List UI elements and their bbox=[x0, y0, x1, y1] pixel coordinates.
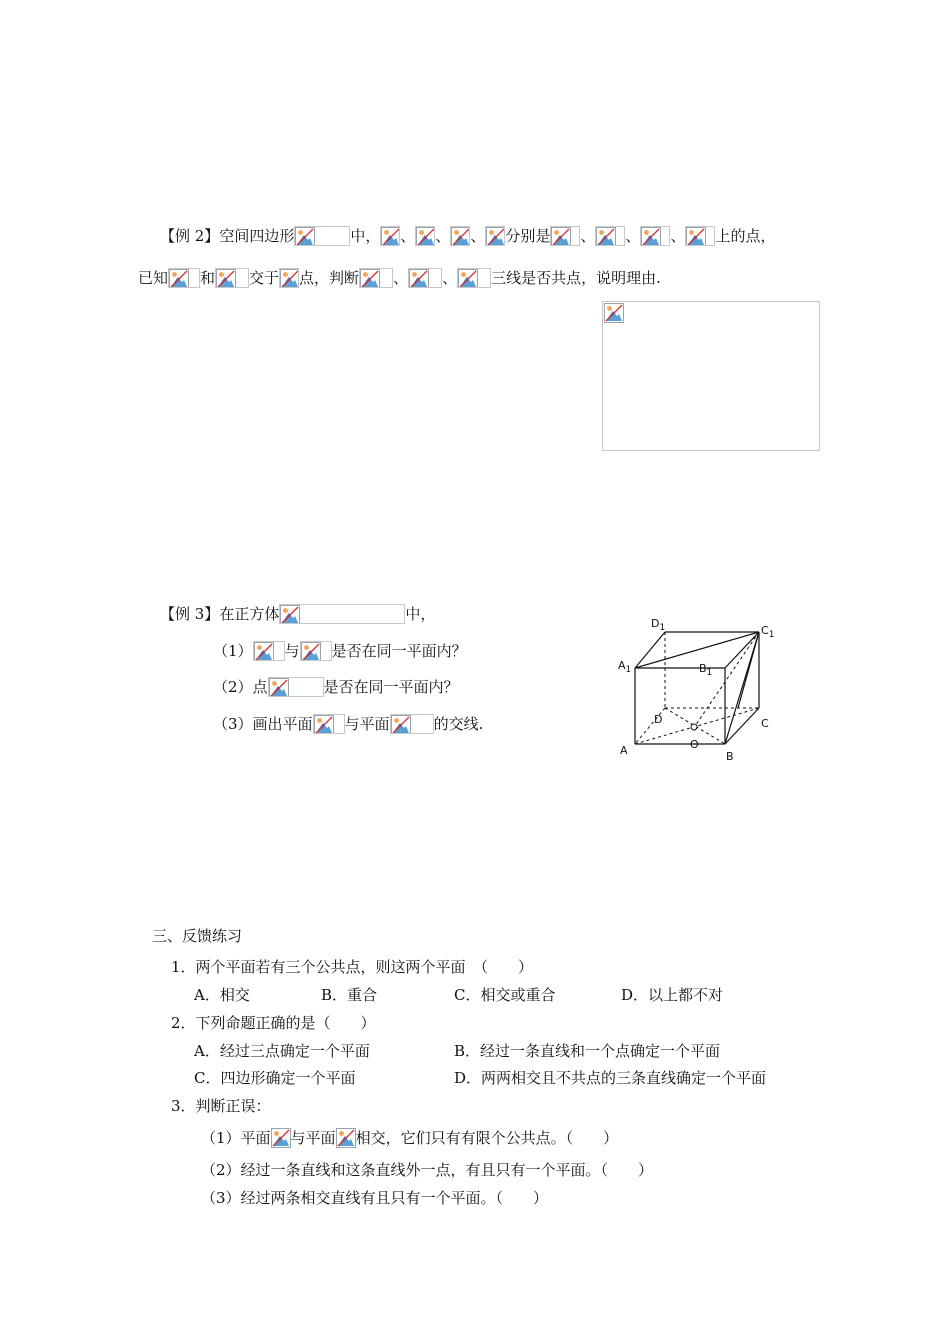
formula-image-icon bbox=[268, 677, 324, 697]
text: 中， bbox=[405, 605, 436, 623]
example3-label: 【例 3】 bbox=[160, 605, 220, 623]
q2-option-a: A．经过三点确定一个平面 bbox=[194, 1042, 370, 1060]
text: 、 bbox=[670, 227, 686, 245]
label-d1: $D_1$ bbox=[651, 617, 666, 633]
formula-image-icon bbox=[215, 268, 249, 288]
formula-image-icon bbox=[279, 604, 405, 624]
label-a: A bbox=[620, 744, 628, 757]
label-b1: $B_1$ bbox=[699, 662, 713, 678]
text: 是否在同一平面内？ bbox=[331, 642, 467, 660]
text: 在正方体 bbox=[219, 605, 280, 623]
formula-image-icon bbox=[300, 641, 332, 661]
q1-option-a: A．相交 bbox=[194, 986, 250, 1004]
text: （3）画出平面 bbox=[213, 715, 313, 733]
text: 和 bbox=[200, 269, 216, 287]
figure-placeholder bbox=[602, 301, 820, 451]
text: 、 bbox=[470, 227, 486, 245]
text: 空间四边形 bbox=[219, 227, 295, 245]
text: 三线是否共点，说明理由. bbox=[491, 269, 661, 287]
text: 与平面 bbox=[290, 1129, 336, 1147]
example2-line2 bbox=[138, 268, 661, 288]
label-o: O bbox=[690, 738, 699, 751]
formula-image-icon bbox=[313, 714, 345, 734]
formula-image-icon bbox=[640, 226, 670, 246]
example2-label: 【例 2】 bbox=[160, 227, 220, 245]
formula-image-icon bbox=[253, 641, 285, 661]
text: 与 bbox=[284, 642, 300, 660]
text: 交于 bbox=[249, 269, 280, 287]
formula-image-icon bbox=[390, 714, 434, 734]
text: 、 bbox=[400, 227, 416, 245]
broken-image-icon bbox=[604, 303, 624, 323]
example3-q2 bbox=[213, 677, 459, 697]
formula-image-icon bbox=[685, 226, 715, 246]
formula-image-icon bbox=[485, 226, 505, 246]
section-title: 三、反馈练习 bbox=[152, 927, 243, 945]
question-3: 3．判断正误： bbox=[171, 1097, 271, 1115]
text: （1）平面 bbox=[201, 1129, 271, 1147]
formula-image-icon bbox=[457, 268, 491, 288]
q1-option-d: D．以上都不对 bbox=[621, 986, 724, 1004]
label-a1: $A_1$ bbox=[618, 659, 632, 675]
example3-q3 bbox=[213, 714, 483, 734]
text: 、 bbox=[625, 227, 641, 245]
text: 与平面 bbox=[344, 715, 390, 733]
example2-line1 bbox=[160, 226, 775, 246]
label-d: D bbox=[654, 713, 663, 726]
q3-statement-3: （3）经过两条相交直线有且只有一个平面。（ ） bbox=[201, 1189, 549, 1207]
formula-image-icon bbox=[415, 226, 435, 246]
q2-option-c: C．四边形确定一个平面 bbox=[194, 1069, 356, 1087]
text: 点，判断 bbox=[299, 269, 360, 287]
example3-q1 bbox=[213, 641, 467, 661]
question-2: 2．下列命题正确的是（ ） bbox=[171, 1014, 376, 1032]
formula-image-icon bbox=[595, 226, 625, 246]
text: 、 bbox=[580, 227, 596, 245]
text: 、 bbox=[393, 269, 409, 287]
q2-option-b: B．经过一条直线和一个点确定一个平面 bbox=[454, 1042, 721, 1060]
text: 、 bbox=[442, 269, 458, 287]
formula-image-icon bbox=[294, 226, 350, 246]
text: 相交，它们只有有限个公共点。（ ） bbox=[355, 1129, 619, 1147]
text: 中， bbox=[350, 227, 381, 245]
text: 是否在同一平面内？ bbox=[323, 678, 459, 696]
label-c1: $C_1$ bbox=[761, 624, 775, 640]
formula-image-icon bbox=[279, 268, 299, 288]
formula-image-icon bbox=[168, 268, 200, 288]
label-c: C bbox=[761, 717, 769, 730]
text: 分别是 bbox=[505, 227, 551, 245]
text: （1） bbox=[213, 642, 253, 660]
formula-image-icon bbox=[450, 226, 470, 246]
text: 、 bbox=[435, 227, 451, 245]
formula-image-icon bbox=[408, 268, 442, 288]
example3-intro bbox=[160, 604, 435, 624]
q3-statement-2: （2）经过一条直线和这条直线外一点，有且只有一个平面。（ ） bbox=[201, 1161, 654, 1179]
text: 已知 bbox=[138, 269, 169, 287]
formula-image-icon bbox=[550, 226, 580, 246]
formula-image-icon bbox=[336, 1128, 356, 1148]
label-b: B bbox=[726, 750, 734, 763]
question-1: 1．两个平面若有三个公共点，则这两个平面 （ ） bbox=[171, 958, 534, 976]
q2-option-d: D．两两相交且不共点的三条直线确定一个平面 bbox=[454, 1069, 767, 1087]
q1-option-c: C．相交或重合 bbox=[454, 986, 556, 1004]
formula-image-icon bbox=[359, 268, 393, 288]
q3-statement-1 bbox=[201, 1128, 618, 1148]
formula-image-icon bbox=[271, 1128, 291, 1148]
cube-figure bbox=[610, 610, 785, 770]
q1-option-b: B．重合 bbox=[321, 986, 378, 1004]
text: 的交线. bbox=[433, 715, 484, 733]
formula-image-icon bbox=[380, 226, 400, 246]
text: （2）点 bbox=[213, 678, 268, 696]
text: 上的点， bbox=[715, 227, 776, 245]
